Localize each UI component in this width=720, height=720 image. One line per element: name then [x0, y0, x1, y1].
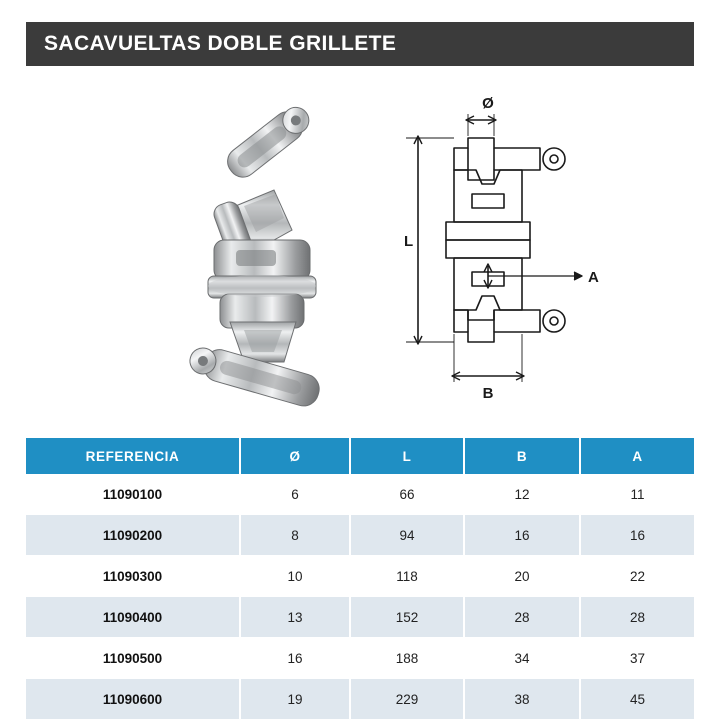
cell-a: 45 — [580, 679, 694, 720]
cell-referencia: 11090500 — [26, 638, 240, 679]
column-header-b: B — [464, 438, 580, 474]
cell-l: 118 — [350, 556, 464, 597]
cell-l: 66 — [350, 474, 464, 515]
cell-a: 11 — [580, 474, 694, 515]
cell-l: 152 — [350, 597, 464, 638]
table-row — [26, 556, 694, 597]
page-title: SACAVUELTAS DOBLE GRILLETE — [44, 32, 397, 55]
dim-label-a: A — [588, 269, 599, 286]
cell-l: 188 — [350, 638, 464, 679]
cell-diameter: 13 — [240, 597, 350, 638]
cell-a: 28 — [580, 597, 694, 638]
cell-diameter: 8 — [240, 515, 350, 556]
cell-referencia: 11090400 — [26, 597, 240, 638]
technical-drawing-svg — [396, 90, 686, 420]
spec-table-wrapper — [26, 438, 694, 720]
page-header — [26, 22, 694, 66]
cell-b: 20 — [464, 556, 580, 597]
cell-l: 94 — [350, 515, 464, 556]
cell-diameter: 16 — [240, 638, 350, 679]
cell-b: 16 — [464, 515, 580, 556]
column-header-diameter: Ø — [240, 438, 350, 474]
table-row — [26, 638, 694, 679]
cell-b: 28 — [464, 597, 580, 638]
figure-area — [26, 80, 694, 430]
cell-l: 229 — [350, 679, 464, 720]
product-photo — [156, 90, 396, 420]
cell-referencia: 11090300 — [26, 556, 240, 597]
cell-b: 34 — [464, 638, 580, 679]
cell-b: 12 — [464, 474, 580, 515]
table-row — [26, 515, 694, 556]
dim-label-diameter: Ø — [482, 95, 494, 112]
cell-diameter: 6 — [240, 474, 350, 515]
technical-drawing — [396, 90, 686, 420]
spec-table — [26, 438, 694, 720]
column-header-l: L — [350, 438, 464, 474]
cell-referencia: 11090200 — [26, 515, 240, 556]
table-row — [26, 474, 694, 515]
column-header-referencia: REFERENCIA — [26, 438, 240, 474]
cell-referencia: 11090600 — [26, 679, 240, 720]
table-row — [26, 597, 694, 638]
table-header-row — [26, 438, 694, 474]
dim-label-b: B — [482, 385, 494, 402]
cell-a: 16 — [580, 515, 694, 556]
cell-b: 38 — [464, 679, 580, 720]
cell-diameter: 10 — [240, 556, 350, 597]
dim-label-length: L — [404, 233, 414, 250]
cell-a: 22 — [580, 556, 694, 597]
cell-diameter: 19 — [240, 679, 350, 720]
product-photo-svg — [156, 90, 396, 420]
column-header-a: A — [580, 438, 694, 474]
table-row — [26, 679, 694, 720]
cell-referencia: 11090100 — [26, 474, 240, 515]
cell-a: 37 — [580, 638, 694, 679]
